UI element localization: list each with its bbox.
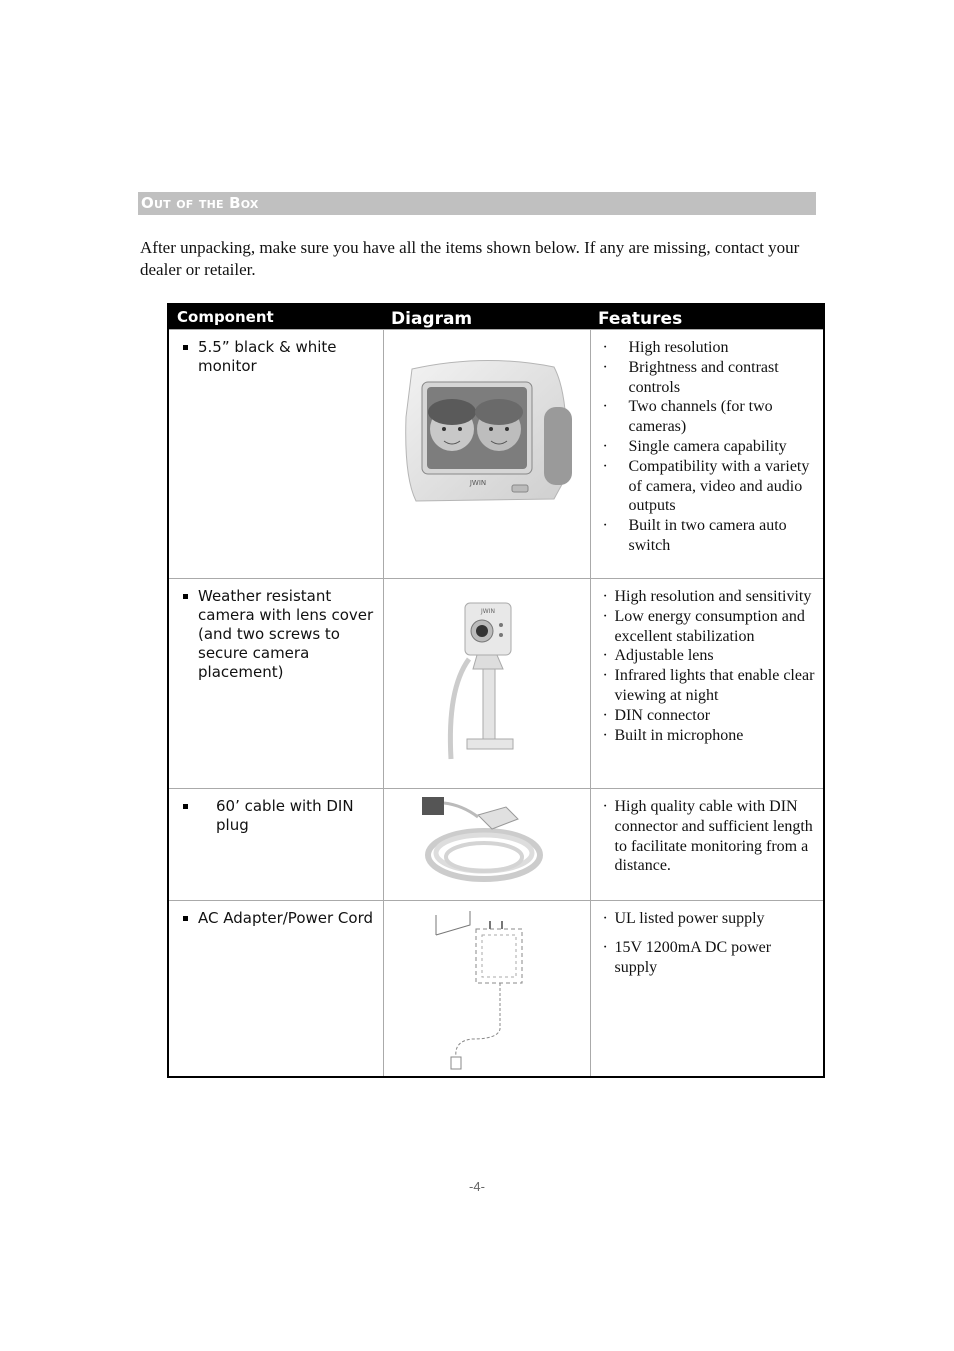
features-cell: [590, 579, 824, 789]
camera-image: [437, 599, 537, 764]
list-item: · Two channels (for two cameras): [602, 398, 773, 436]
monitor-brand-label: JWIN: [469, 479, 487, 487]
list-item: · Single camera capability: [602, 437, 787, 455]
monitor-image: [394, 357, 579, 507]
table-row: [168, 901, 824, 1078]
component-label: Weather resistant camera with lens cover (and two screws to secure camera placement): [198, 587, 374, 681]
diagram-cell: [383, 330, 590, 579]
list-item: · Low energy consumption and excellent stabilization: [602, 607, 805, 645]
list-item: · Infrared lights that enable clear viewing at night: [602, 667, 815, 704]
list-item: · Adjustable lens: [602, 647, 714, 665]
component-cell: [168, 579, 383, 789]
camera-brand-label: JWIN: [480, 608, 495, 615]
square-bullet-icon: [183, 594, 188, 599]
features-cell: [590, 330, 824, 579]
list-item: · High resolution: [602, 339, 729, 356]
table-row: [168, 789, 824, 901]
table-row: [168, 330, 824, 579]
list-item: · UL listed power supply: [602, 910, 765, 927]
list-item: · High resolution and sensitivity: [602, 588, 812, 605]
list-item: · Built in microphone: [602, 726, 744, 744]
square-bullet-icon: [183, 916, 188, 921]
header-component: Component: [168, 304, 383, 330]
diagram-cell: [383, 789, 590, 901]
list-item: · Brightness and contrast controls: [602, 358, 779, 396]
table-row: [168, 579, 824, 789]
header-features: Features: [590, 304, 824, 330]
list-item: · Built in two camera auto switch: [602, 517, 787, 554]
component-label: 5.5” black & white monitor: [198, 338, 337, 375]
diagram-cell: [383, 579, 590, 789]
features-cell: [590, 901, 824, 1078]
component-label: 60’ cable with DIN plug: [216, 797, 354, 834]
list-item: · DIN connector: [602, 706, 711, 724]
square-bullet-icon: [183, 345, 188, 350]
ac-adapter-image: [432, 911, 542, 1071]
list-item: · Compatibility with a variety of camera, video and audio outputs: [602, 457, 810, 515]
component-label: AC Adapter/Power Cord: [198, 909, 373, 927]
diagram-cell: [383, 901, 590, 1078]
features-cell: [590, 789, 824, 901]
header-diagram: Diagram: [383, 304, 590, 330]
intro-paragraph: After unpacking, make sure you have all the items shown below. If any are missing, contact your dealer or retailer.: [140, 238, 800, 279]
table-header-row: [168, 304, 824, 330]
cable-image: [422, 797, 552, 889]
section-title: Out of the Box: [138, 192, 816, 215]
list-item: · High quality cable with DIN connector and sufficient length to facilitate monitoring from a distance.: [602, 798, 813, 875]
component-cell: [168, 901, 383, 1078]
components-table: [167, 303, 825, 1078]
page-number: -4-: [469, 1179, 485, 1194]
list-item: · 15V 1200mA DC power supply: [602, 938, 772, 976]
component-cell: [168, 789, 383, 901]
component-cell: [168, 330, 383, 579]
square-bullet-icon: [183, 804, 188, 809]
